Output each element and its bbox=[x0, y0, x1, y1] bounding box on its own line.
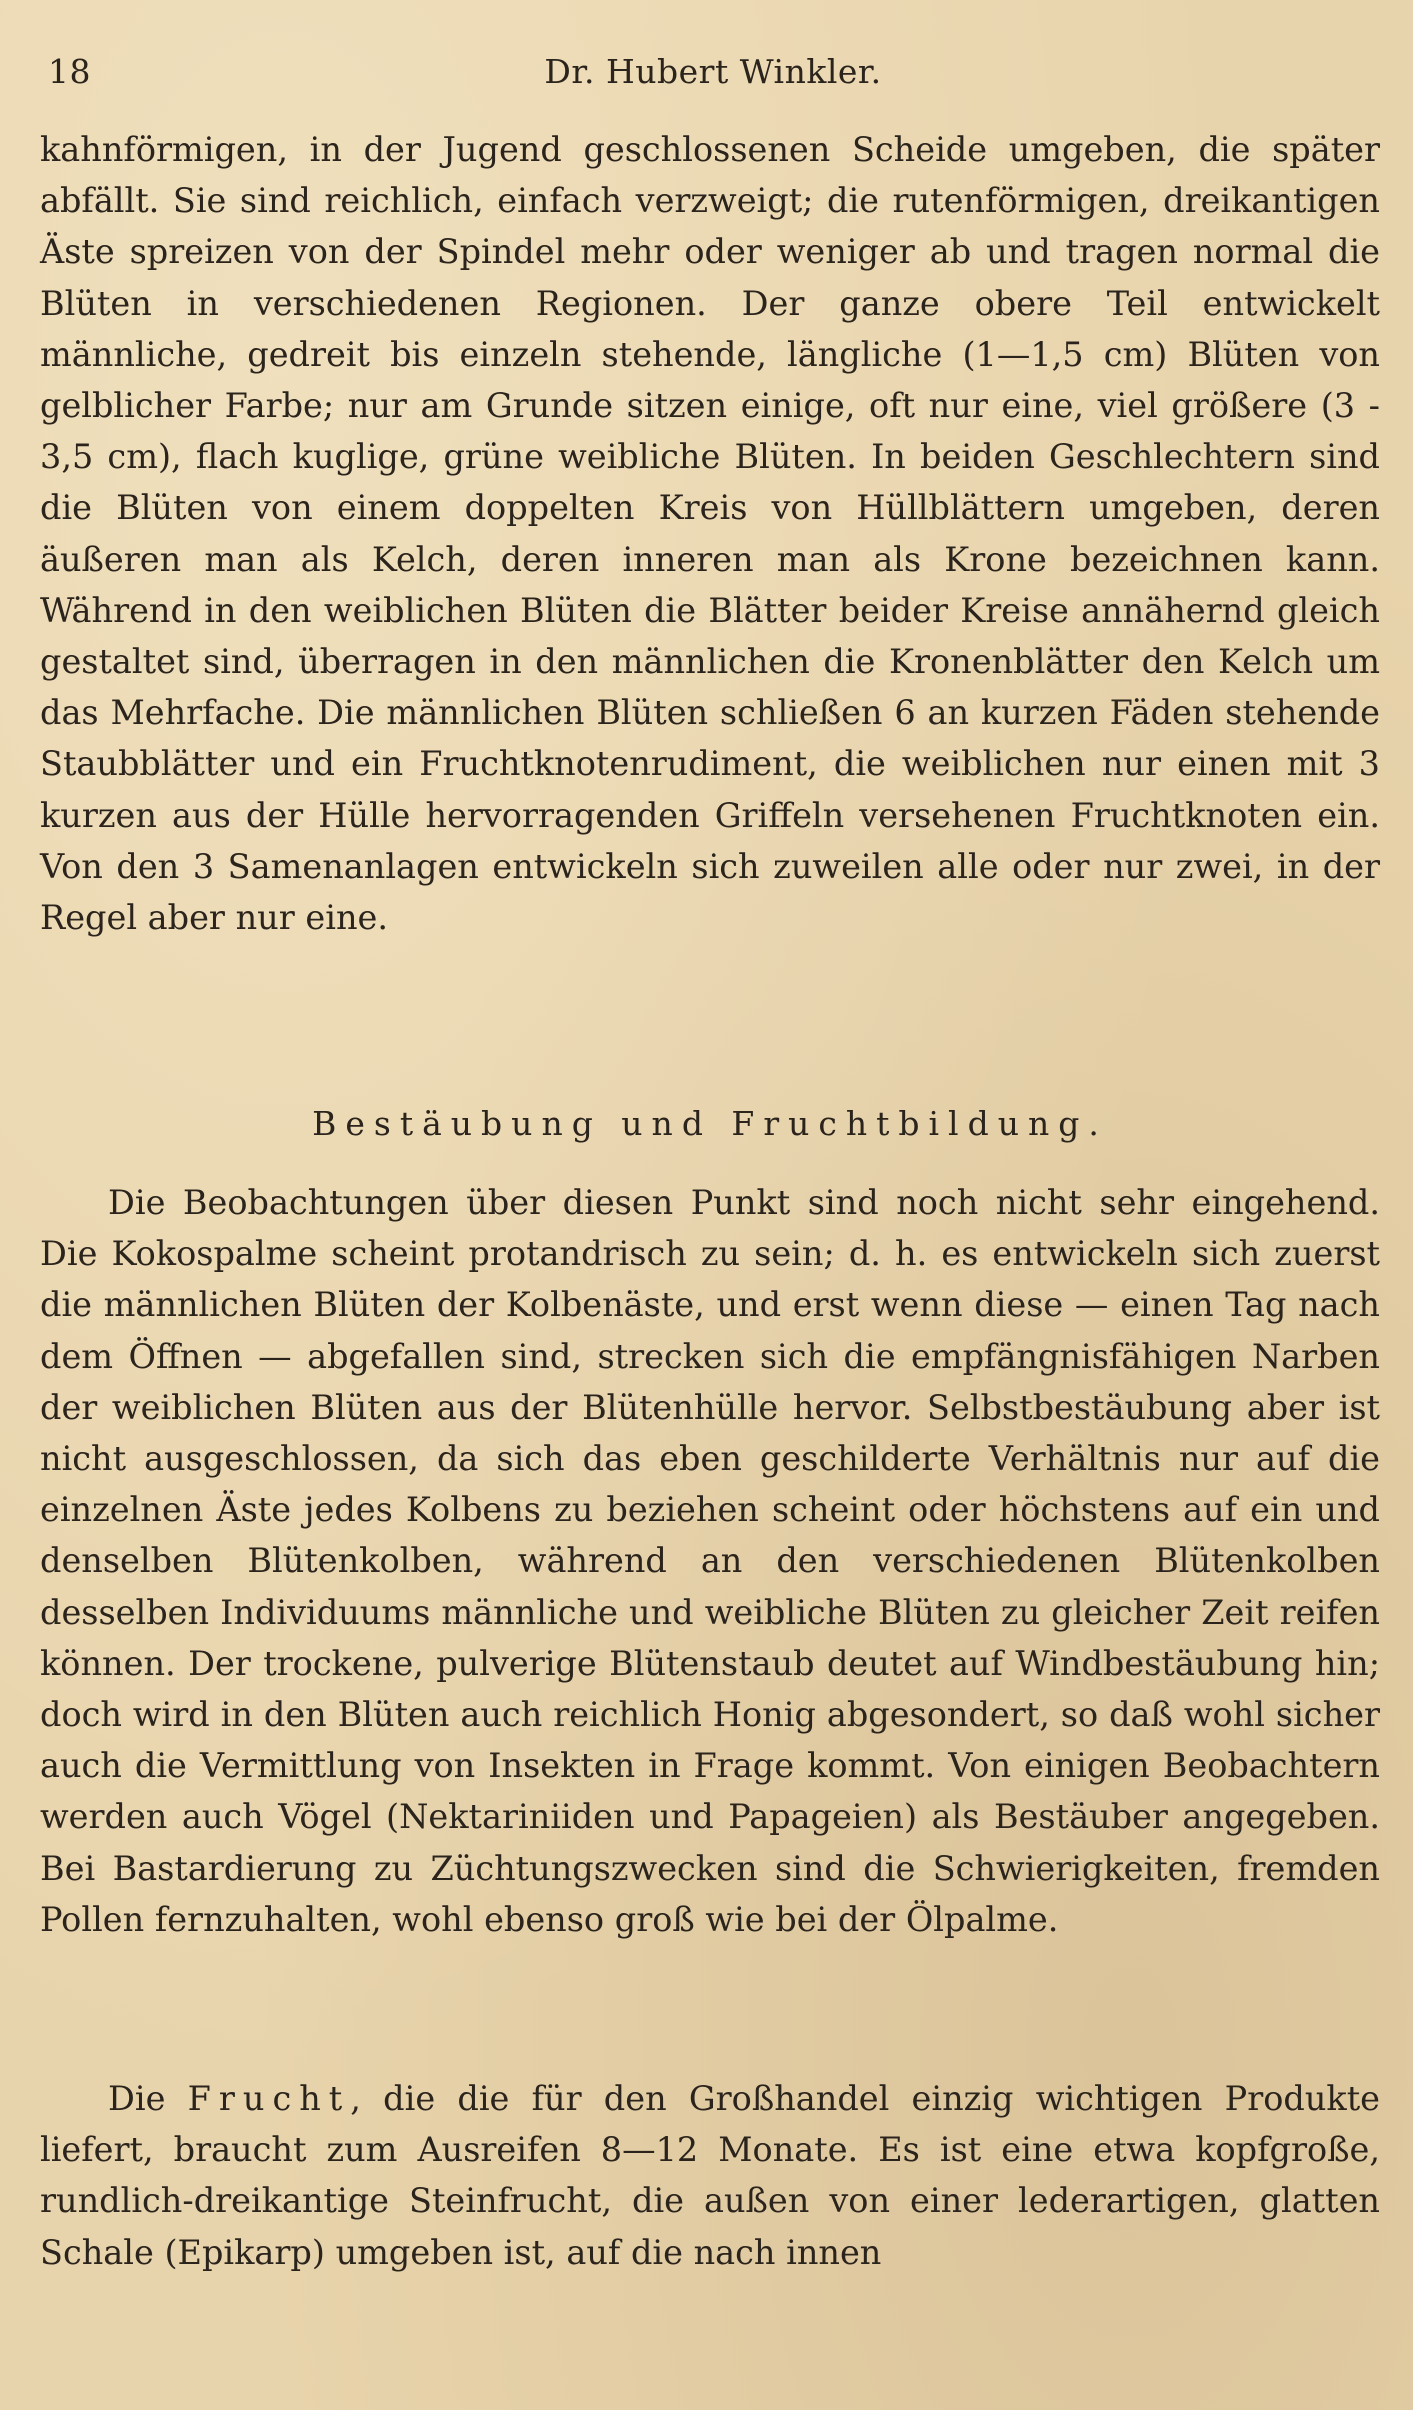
paragraph-flower-description: kahnförmigen, in der Jugend geschlossenen Scheide umgeben, die später abfällt. Sie sind reichlich, einfach verzweigt; die rutenförmigen, dreikantigen Äste spreizen von der Spindel mehr oder weniger ab und tragen normal die Blüten in verschiedenen Regionen. Der ganze obere Teil entwickelt männliche, gedreit bis einzeln stehende, längliche (1—1,5 cm) Blüten von gelblicher Farbe; nur am Grunde sitzen einige, oft nur eine, viel größere (3 - 3,5 cm), flach kuglige, grüne weibliche Blüten. In beiden Geschlechtern sind die Blüten von einem doppelten Kreis von Hüllblättern umgeben, deren äußeren man als Kelch, deren inneren man als Krone bezeichnen kann. Während in den weiblichen Blüten die Blätter beider Kreise annähernd gleich gestaltet sind, überragen in den männlichen die Kronenblätter den Kelch um das Mehrfache. Die männlichen Blüten schließen 6 an kurzen Fäden stehende Staubblätter und ein Fruchtknotenrudiment, die weiblichen nur einen mit 3 kurzen aus der Hülle hervorragenden Griffeln versehenen Fruchtknoten ein. Von den 3 Samenanlagen entwickeln sich zuweilen alle oder nur zwei, in der Regel aber nur eine. bbox=[40, 130, 1380, 938]
section-heading: Bestäubung und Fruchtbildung. bbox=[312, 1104, 1108, 1143]
spaced-term-frucht: Frucht bbox=[187, 2079, 351, 2118]
paragraph-pollination: Die Beobachtungen über diesen Punkt sind noch nicht sehr eingehend. Die Kokospalme scheint protandrisch zu sein; d. h. es entwickeln sich zuerst die männlichen Blüten der Kolbenäste, und erst wenn diese — einen Tag nach dem Öffnen — abgefallen sind, strecken sich die empfängnisfähigen Narben der weiblichen Blüten aus der Blütenhülle hervor. Selbstbestäubung aber ist nicht ausgeschlossen, da sich das eben geschilderte Verhältnis nur auf die einzelnen Äste jedes Kolbens zu beziehen scheint oder höchstens auf ein und denselben Blütenkolben, während an den verschiedenen Blütenkolben desselben Individuums männliche und weibliche Blüten zu gleicher Zeit reifen können. Der trockene, pulverige Blütenstaub deutet auf Windbestäubung hin; doch wird in den Blüten auch reichlich Honig abgesondert, so daß wohl sicher auch die Vermittlung von Insekten in Frage kommt. Von einigen Beobachtern werden auch Vögel (Nektariniiden und Papageien) als Bestäuber angegeben. Bei Bastardierung zu Züchtungszwecken sind die Schwierigkeiten, fremden Pollen fernzuhalten, wohl ebenso groß wie bei der Ölpalme. bbox=[40, 1183, 1380, 1939]
header-title: Dr. Hubert Winkler. bbox=[544, 52, 882, 91]
page-number: 18 bbox=[48, 52, 91, 91]
paragraph-fruit-prefix: Die bbox=[108, 2079, 188, 2118]
paragraph-fruit-text: , die die für den Großhandel einzig wichtigen Produkte liefert, braucht zum Ausreifen 8—12 Monate. Es ist eine etwa kopfgroße, rundlich-dreikantige Steinfrucht, die außen von einer lederartigen, glatten Schale (Epikarp) umgeben ist, auf die nach innen bbox=[40, 2079, 1381, 2272]
running-head bbox=[48, 52, 1378, 100]
paragraph-fruit bbox=[40, 2073, 1380, 2278]
